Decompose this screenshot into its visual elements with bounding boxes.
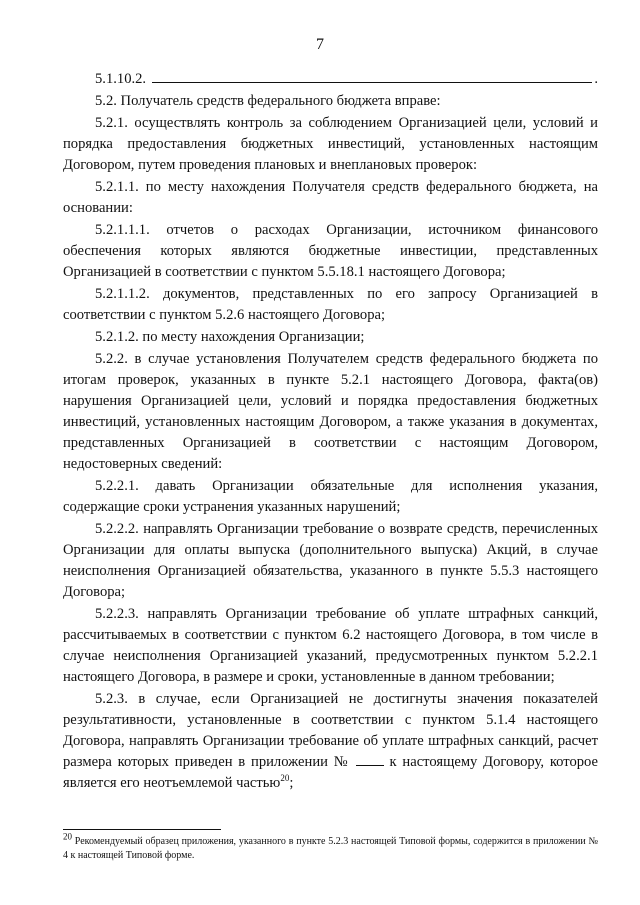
clause-end: ;	[289, 775, 294, 791]
clause-5-1-10-2	[63, 68, 598, 90]
clause-text-a: 5.2.3. в случае, если Организацией не достигнуты значения показателей результативности, установленные в соответствии с пунктом 5.1.4 настоящего Договора, направлять Организации требование об уплате штрафных санкций, расчет размера которых приведен в приложении №	[63, 691, 598, 770]
footnote-mark: 20	[63, 831, 72, 842]
clause-5-2: 5.2. Получатель средств федерального бюджета вправе:	[95, 93, 441, 109]
clause-5-2-1-1-1: 5.2.1.1.1. отчетов о расходах Организации, источником финансового обеспечения которых являются бюджетные инвестиции, представленных Организацией в соответствии с пунктом 5.5.18.1 настоящего Договора;	[63, 222, 598, 280]
footnote	[63, 831, 598, 863]
appendix-number-blank	[356, 753, 384, 766]
clause-5-2-1-2: 5.2.1.2. по месту нахождения Организации;	[95, 329, 365, 345]
clause-5-2-1-1: 5.2.1.1. по месту нахождения Получателя средств федерального бюджета, на основании:	[63, 179, 598, 216]
page-number: 7	[316, 36, 324, 53]
clause-5-2-2-3: 5.2.2.3. направлять Организации требование об уплате штрафных санкций, рассчитываемых в соответствии с пунктом 6.2 настоящего Договора, в том числе в случае неисполнения Организацией указаний, предусмотренных пунктом 5.2.2.1 настоящего Договора, в размере и сроки, установленные в данном требовании;	[63, 606, 598, 685]
clause-5-2-2-2: 5.2.2.2. направлять Организации требование о возврате средств, перечисленных Организации для оплаты выпуска (дополнительного выпуска) Акций, в случае неисполнения Организацией обязательства, указанного в пункте 5.5.3 настоящего Договора;	[63, 521, 598, 600]
footnote-separator	[63, 829, 221, 830]
clause-5-2-2: 5.2.2. в случае установления Получателем средств федерального бюджета по итогам проверок, указанных в пункте 5.2.1 настоящего Договора, факта(ов) нарушения Организацией цели, условий и порядка предоставления бюджетных инвестиций, установленных настоящим Договором, а также указания в документах, представленных Организацией в соответствии с настоящим Договором, недостоверных сведений:	[63, 351, 598, 472]
clause-5-2-1: 5.2.1. осуществлять контроль за соблюдением Организацией цели, условий и порядка предоставления бюджетных инвестиций, установленных настоящим Договором, путем проведения плановых и внеплановых проверок:	[63, 115, 598, 173]
clause-5-2-2-1: 5.2.2.1. давать Организации обязательные для исполнения указания, содержащие сроки устранения указанных нарушений;	[63, 478, 598, 515]
footnote-ref: 20	[280, 773, 290, 784]
clause-text-b: к настоящему Договору, которое является его неотъемлемой частью	[63, 754, 599, 791]
clause-label: 5.1.10.2.	[95, 71, 147, 87]
fill-in-line	[152, 68, 592, 83]
clause-end: .	[594, 71, 598, 87]
footnote-text: Рекомендуемый образец приложения, указанного в пункте 5.2.3 настоящей Типовой формы, содержится в приложении № 4 к настоящей Типовой форме.	[63, 836, 598, 861]
document-body	[63, 68, 598, 795]
clause-5-2-1-1-2: 5.2.1.1.2. документов, представленных по его запросу Организацией в соответствии с пунктом 5.2.6 настоящего Договора;	[63, 286, 598, 323]
clause-5-2-3	[63, 689, 598, 794]
